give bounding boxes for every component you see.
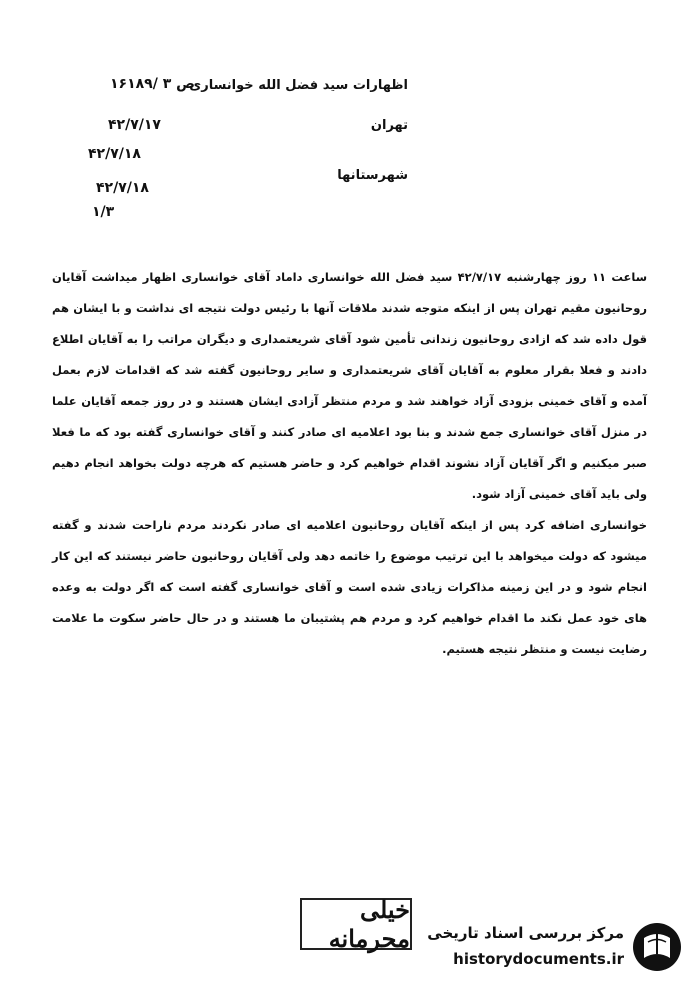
archive-url: historydocuments.ir xyxy=(453,950,624,968)
date-stamp: ۴۲/۷/۱۷ xyxy=(108,117,161,133)
archive-logo-icon xyxy=(630,920,684,974)
report-paragraph: ساعت ۱۱ روز چهارشنبه ۴۲/۷/۱۷ سید فضل الله خوانساری داماد آقای خوانساری اظهار میداشت آقایان روحانیون مقیم تهران پس از اینکه متوجه شدند ملاقات آنها با رئیس دولت نتیجه ای نداشت و با ایشان هم قول داده شد که ازادی روحانیون زندانی تأمین شود آقای شریعتمداری و دیگران مراتب را به آقایان اطلاع دادند و فعلا بقرار معلوم به آقایان آقای شریعتمداری و سایر روحانیون گفته شد که اقدامات لازم بعمل آمده و آقای خمینی بزودی آزاد خواهند شد و مردم منتظر آزادی ایشان هستند و در روز جمعه آقایان علما در منزل آقای خوانساری جمع شدند و بنا بود اعلامیه ای صادر کنند و آقای خوانساری گفته بود که ما فعلا صبر میکنیم و اگر آقایان آزاد نشوند اقدام خواهیم کرد و حاضر هستیم که هرچه دولت بخواهد انجام دهیم ولی باید آقای خمینی آزاد شود. xyxy=(52,270,648,501)
page-reference: ۱/۳ xyxy=(92,204,115,220)
document-number: ۱۶۱۸۹/ ص ۳ xyxy=(110,76,195,92)
date-stamp: ۴۲/۷/۱۸ xyxy=(96,180,149,196)
archive-name: مرکز بررسی اسناد تاریخی xyxy=(427,924,624,942)
recipient-city: تهران xyxy=(370,118,408,133)
classification-stamp: خیلی محرمانه xyxy=(300,898,412,950)
report-body xyxy=(52,262,647,665)
report-paragraph: خوانساری اضافه کرد پس از اینکه آقایان روحانیون اعلامیه ای صادر نکردند مردم ناراحت شدند و گفته میشود که دولت میخواهد با این ترتیب موضوع را خاتمه دهد ولی آقایان روحانیون حاضر نیستند که این کار انجام شود و در این زمینه مذاکرات زیادی شده است و آقای خوانساری گفته است که اگر دولت به وعده های خود عمل نکند ما اقدام خواهیم کرد و مردم هم پشتیبان ما هستند و در حال حاضر سکوت ما علامت رضایت نیست و منتظر نتیجه هستیم. xyxy=(52,518,647,656)
document-title: اظهارات سید فضل الله خوانساری xyxy=(189,78,408,93)
date-stamp: ۴۲/۷/۱۸ xyxy=(88,146,141,162)
archive-watermark xyxy=(420,916,688,976)
distribution-label: شهرستانها xyxy=(337,168,408,183)
